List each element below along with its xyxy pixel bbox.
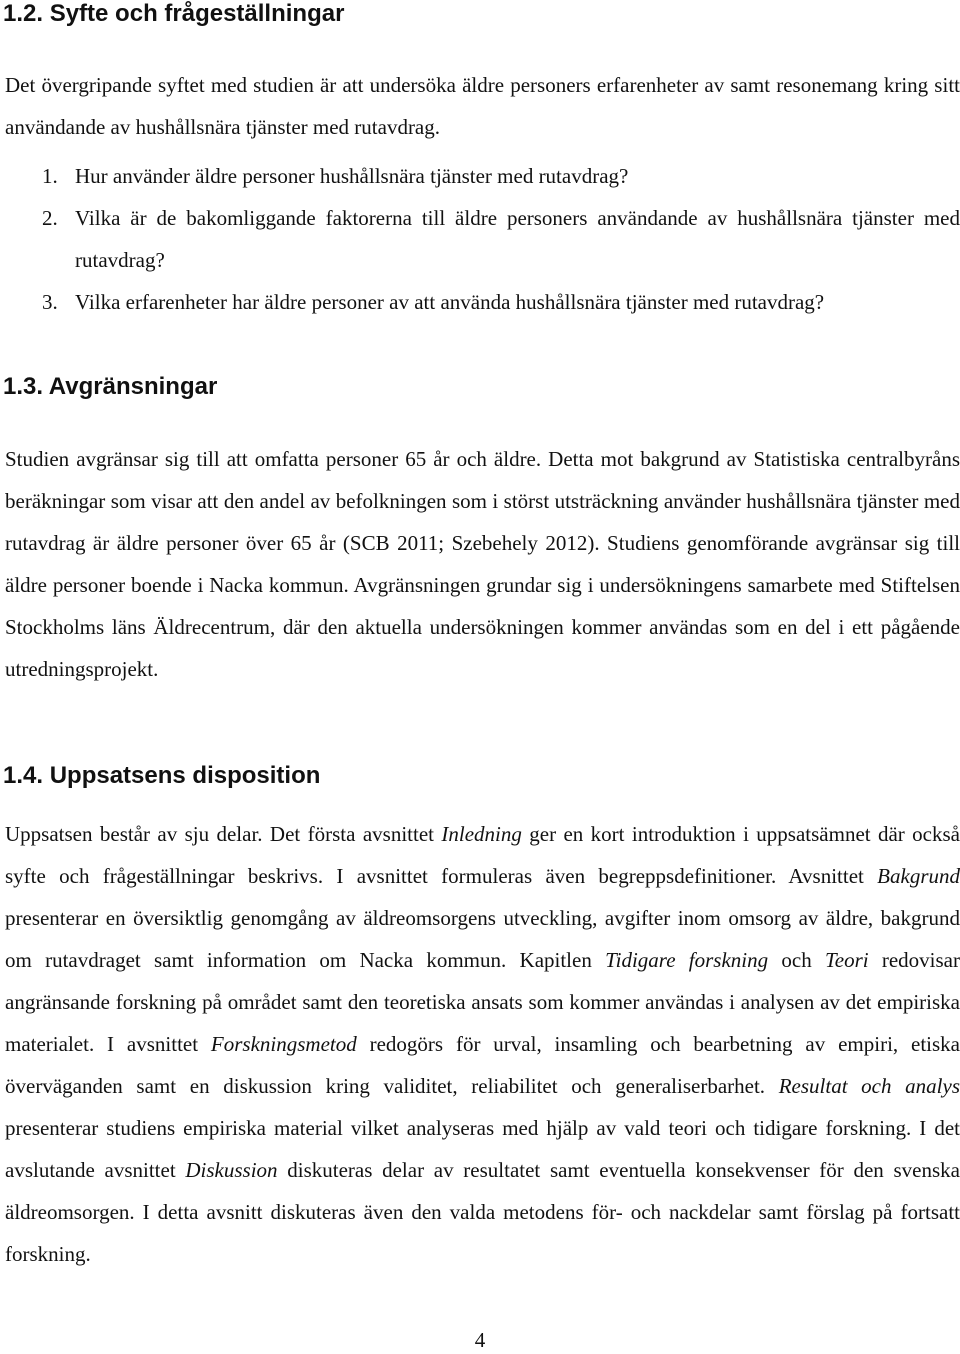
page-number: 4	[474, 1328, 486, 1352]
research-question-1	[0, 155, 960, 197]
text-run: Uppsatsen består av sju delar. Det första avsnittet	[5, 822, 442, 846]
section-name: Resultat och analys	[778, 1074, 960, 1098]
section-name: Inledning	[441, 822, 522, 846]
section-name: Teori	[825, 948, 869, 972]
heading-disposition: 1.4. Uppsatsens disposition	[3, 762, 321, 789]
text-run: ger en kort introduktion i uppsatsämnet där också syfte och frågeställningar beskrivs. I avsnittet formuleras även begreppsdefinitioner. Avsnittet	[5, 822, 960, 888]
section-name: Diskussion	[185, 1158, 278, 1182]
research-question-text: Hur använder äldre personer hushållsnära tjänster med rutavdrag?	[75, 164, 629, 188]
text-run: presenterar en översiktlig genomgång av äldreomsorgens utveckling, avgifter inom omsorg av äldre, bakgrund om rutavdraget samt information om Nacka kommun. Kapitlen	[5, 906, 960, 972]
purpose-intro-paragraph: Det övergripande syftet med studien är att undersöka äldre personers erfarenheter av samt resonemang kring sitt användande av hushållsnära tjänster med rutavdrag.	[5, 73, 960, 139]
heading-purpose: 1.2. Syfte och frågeställningar	[3, 0, 345, 27]
section-name: Bakgrund	[877, 864, 960, 888]
research-question-2	[0, 197, 960, 281]
research-question-3	[0, 281, 960, 323]
research-question-text: Vilka erfarenheter har äldre personer av att använda hushållsnära tjänster med rutavdrag?	[75, 290, 825, 314]
research-question-text: Vilka är de bakomliggande faktorerna till äldre personers användande av hushållsnära tjänster med rutavdrag?	[75, 206, 960, 272]
text-run: och	[768, 948, 825, 972]
research-question-number: 1.	[42, 164, 58, 188]
research-questions-list	[0, 155, 960, 323]
text-run: presenterar studiens empiriska material vilket analyseras med hjälp av vald teori och tidigare forskning. I det avslutande avsnittet	[5, 1116, 960, 1182]
research-question-number: 3.	[42, 290, 58, 314]
text-run: redovisar angränsande forskning på området samt den teoretiska ansats som kommer användas i analysen av det empiriska materialet. I avsnittet	[5, 948, 960, 1056]
disposition-paragraph	[5, 813, 960, 1275]
text-run: diskuteras delar av resultatet samt eventuella konsekvenser för den svenska äldreomsorgen. I detta avsnitt diskuteras även den valda metodens för- och nackdelar samt förslag på fortsatt forskning.	[5, 1158, 960, 1266]
limitations-paragraph: Studien avgränsar sig till att omfatta personer 65 år och äldre. Detta mot bakgrund av Statistiska centralbyråns beräkningar som visar att den andel av befolkningen som i störst utsträckning använder hushållsnära tjänster med rutavdrag är äldre personer över 65 år (SCB 2011; Szebehely 2012). Studiens genomförande avgränsar sig till äldre personer boende i Nacka kommun. Avgränsningen grundar sig i undersökningens samarbete med Stiftelsen Stockholms läns Äldrecentrum, där den aktuella undersökningen kommer användas som en del i ett pågående utredningsprojekt.	[5, 447, 960, 681]
section-name: Forskningsmetod	[210, 1032, 357, 1056]
research-question-number: 2.	[42, 206, 58, 230]
heading-limitations: 1.3. Avgränsningar	[3, 373, 218, 400]
section-name: Tidigare forskning	[605, 948, 769, 972]
text-run: redogörs för urval, insamling och bearbetning av empiri, etiska överväganden samt en diskussion kring validitet, reliabilitet och generaliserbarhet.	[5, 1032, 960, 1098]
